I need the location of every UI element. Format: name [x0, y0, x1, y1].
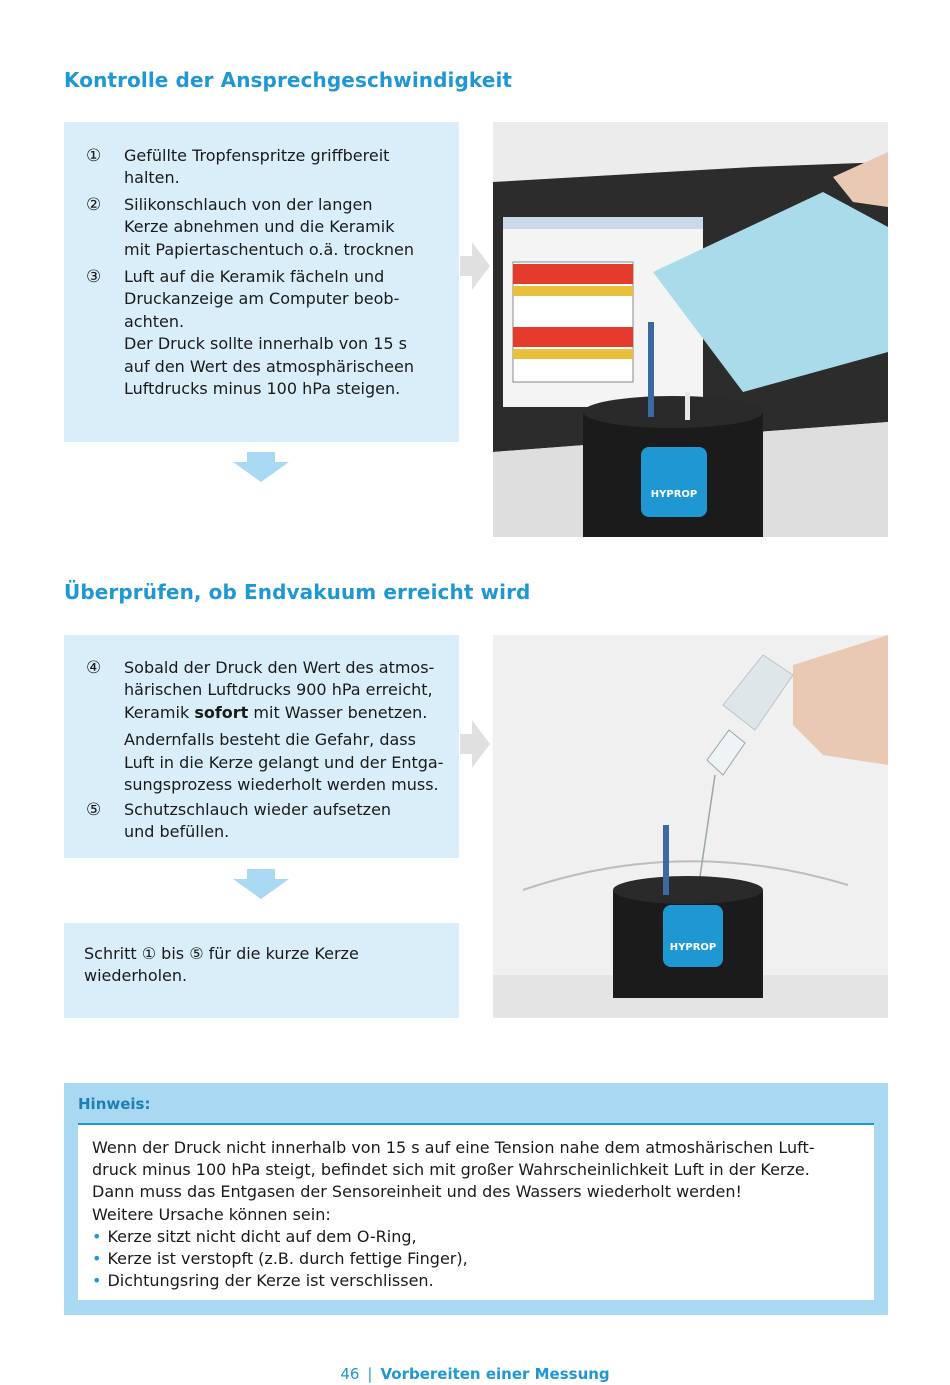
step-5-text: Schutzschlauch wieder aufsetzen und befüllen. [124, 800, 392, 842]
hint-bullet-text: Dichtungsring der Kerze ist verschlissen. [107, 1271, 434, 1291]
hint-line: druck minus 100 hPa steigt, befindet sich mit großer Wahrscheinlichkeit Luft in der Kerze. [92, 1160, 810, 1180]
step-4-bold: sofort [194, 702, 249, 722]
photo-syringe-illustration [493, 635, 888, 1018]
bullet-icon: • [92, 1249, 102, 1269]
steps-box-1 [64, 122, 459, 442]
step-1-number: ① [86, 146, 102, 166]
step-2-number: ② [86, 195, 102, 215]
hint-bullet-item [92, 1226, 860, 1248]
repeat-to: ⑤ [189, 944, 204, 963]
step-1 [86, 145, 446, 190]
bullet-icon: • [92, 1226, 102, 1246]
step-4-text-b: mit Wasser benetzen. [248, 702, 428, 722]
footer-section-title: Vorbereiten einer Messung [380, 1365, 610, 1383]
step-2-text: Silikonschlauch von der langen Kerze abnehmen und die Keramik mit Papiertaschentuch o.ä. trocknen [124, 195, 414, 259]
footer-separator: | [367, 1365, 373, 1383]
bullet-icon: • [92, 1271, 102, 1291]
repeat-middle: bis [156, 944, 190, 963]
hint-line: Weitere Ursache können sein: [92, 1204, 331, 1224]
step-3-text: Luft auf die Keramik fächeln und Druckanzeige am Computer beob- achten. Der Druck sollte innerhalb von 15 s auf den Wert des atmosphärischeen Luftdrucks minus 100 hPa steigen. [124, 267, 414, 399]
repeat-note [84, 943, 444, 988]
step-1-text: Gefüllte Tropfenspritze griffbereit halten. [124, 146, 390, 188]
steps-box-2 [64, 635, 459, 858]
repeat-prefix: Schritt [84, 944, 142, 963]
hint-line: Dann muss das Entgasen der Sensoreinheit und des Wassers wiederholt werden! [92, 1182, 742, 1202]
hint-line: Wenn der Druck nicht innerhalb von 15 s auf eine Tension nahe dem atmoshärischen Luft- [92, 1138, 815, 1157]
step-4-text-a: Sobald der Druck den Wert des atmos- härischen Luftdrucks 900 hPa erreicht, Keramik [124, 658, 435, 722]
step-4-number: ④ [86, 658, 102, 678]
hint-content [78, 1123, 874, 1300]
photo-laptop-illustration [493, 122, 888, 537]
hint-bullet-text: Kerze sitzt nicht dicht auf dem O-Ring, [107, 1226, 417, 1246]
step-3 [86, 266, 446, 400]
right-arrow-icon [472, 720, 490, 768]
right-arrow-icon [472, 242, 490, 290]
photo-syringe-hyprop [493, 635, 888, 1018]
down-arrow-icon [233, 462, 289, 482]
page-footer [0, 1365, 950, 1383]
photo-laptop-hyprop [493, 122, 888, 537]
step-4-text [124, 657, 446, 724]
hint-bullet-item [92, 1270, 860, 1292]
photo-brand-label-1: HYPROP [650, 489, 698, 500]
repeat-box [64, 923, 459, 1018]
down-arrow-icon [233, 879, 289, 899]
section2-title: Überprüfen, ob Endvakuum erreicht wird [64, 580, 531, 604]
hint-bullet-text: Kerze ist verstopft (z.B. durch fettige Finger), [107, 1249, 468, 1269]
hint-bullet-item [92, 1248, 860, 1270]
repeat-text [84, 943, 444, 988]
step-4 [86, 657, 446, 796]
page-number: 46 [340, 1365, 360, 1383]
step-5-number: ⑤ [86, 800, 102, 820]
photo-brand-label-2: HYPROP [669, 942, 717, 953]
section1-title: Kontrolle der Ansprechgeschwindigkeit [64, 68, 513, 92]
step-5 [86, 799, 446, 844]
hint-title: Hinweis: [78, 1095, 151, 1113]
hint-box [64, 1083, 888, 1315]
step-3-number: ③ [86, 267, 102, 287]
repeat-suffix: für die kurze Kerze wiederholen. [84, 944, 359, 986]
repeat-from: ① [141, 944, 157, 963]
step-2 [86, 194, 446, 261]
step-4-note: Andernfalls besteht die Gefahr, dass Luft in die Kerze gelangt und der Entga- sungsprozess wiederholt werden muss. [124, 730, 444, 795]
